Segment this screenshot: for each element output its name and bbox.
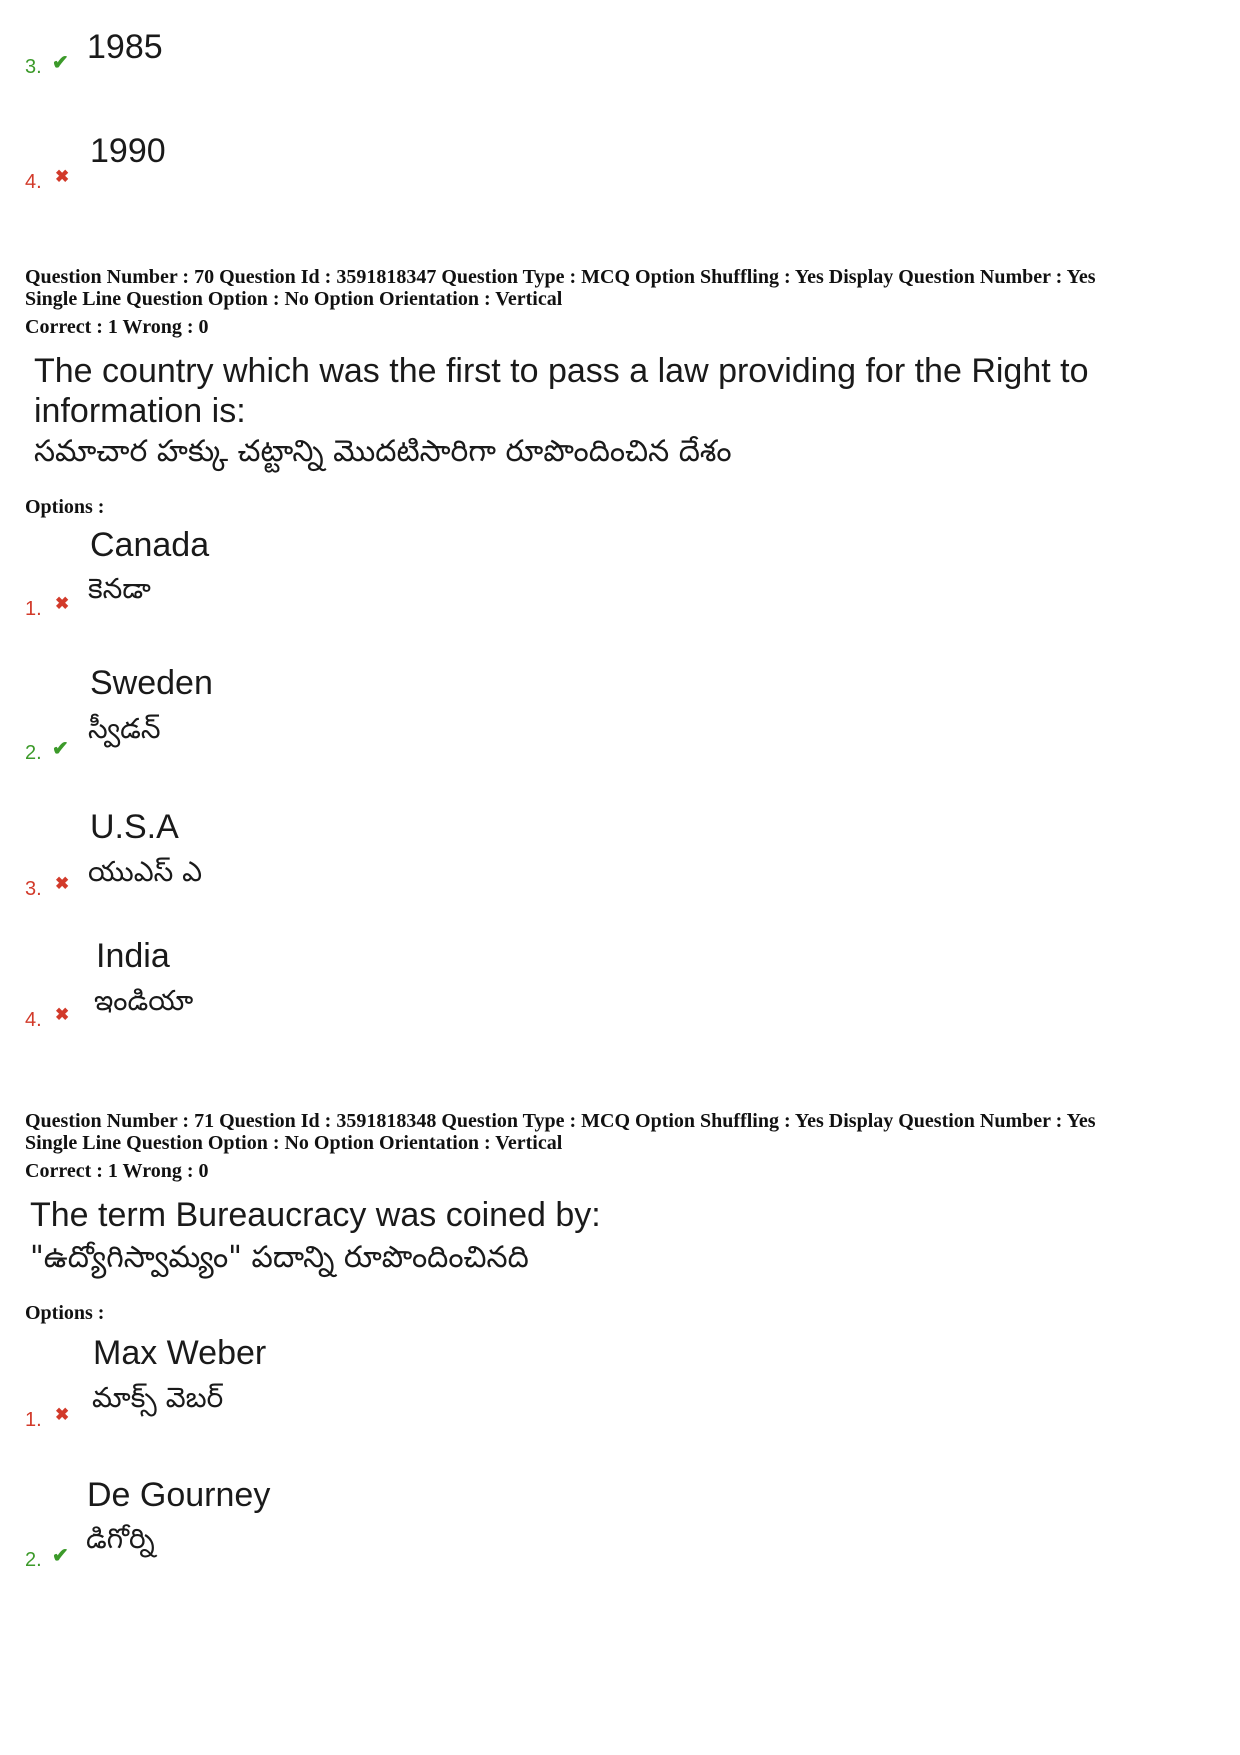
checkmark-icon: ✔ bbox=[52, 52, 69, 74]
question-text-te: సమాచార హక్కు చట్టాన్ని మొదటిసారిగా రూపొందించిన దేశం bbox=[34, 434, 732, 469]
score-line: Correct : 1 Wrong : 0 bbox=[25, 1160, 209, 1182]
option-number: 1. bbox=[25, 1409, 42, 1431]
option-text-en: Max Weber bbox=[93, 1334, 267, 1372]
question-meta-line1: Question Number : 71 Question Id : 3591818348 Question Type : MCQ Option Shuffling : Yes Display Question Number : Yes bbox=[25, 1110, 1096, 1132]
option-text-en: U.S.A bbox=[90, 808, 179, 846]
cross-icon: ✖ bbox=[55, 874, 70, 893]
cross-icon: ✖ bbox=[55, 594, 70, 613]
option-text-te: కెనడా bbox=[88, 572, 151, 605]
option-number: 1. bbox=[25, 598, 42, 620]
option-text-te: డిగోర్ని bbox=[86, 1522, 155, 1555]
question-meta-line2: Single Line Question Option : No Option Orientation : Vertical bbox=[25, 1132, 563, 1154]
cross-icon: ✖ bbox=[55, 1405, 70, 1424]
option-text-en: Sweden bbox=[90, 664, 213, 702]
checkmark-icon: ✔ bbox=[52, 738, 69, 760]
cross-icon: ✖ bbox=[55, 167, 70, 186]
option-text-te: స్వీడన్ bbox=[88, 712, 161, 745]
options-label: Options : bbox=[25, 1302, 105, 1324]
question-meta-line1: Question Number : 70 Question Id : 3591818347 Question Type : MCQ Option Shuffling : Yes Display Question Number : Yes bbox=[25, 266, 1096, 288]
option-number: 4. bbox=[25, 171, 42, 193]
option-text-te: మాక్స్ వెబర్ bbox=[92, 1381, 224, 1414]
options-label: Options : bbox=[25, 496, 105, 518]
question-text-en-line1: The country which was the first to pass a law providing for the Right to bbox=[34, 352, 1089, 390]
checkmark-icon: ✔ bbox=[52, 1545, 69, 1567]
question-text-en-line2: information is: bbox=[34, 392, 246, 430]
option-number: 3. bbox=[25, 878, 42, 900]
option-text-en: India bbox=[96, 937, 170, 975]
question-text-en: The term Bureaucracy was coined by: bbox=[30, 1196, 601, 1234]
option-text-te: ఇండియా bbox=[94, 984, 194, 1017]
option-number: 4. bbox=[25, 1009, 42, 1031]
question-meta-line2: Single Line Question Option : No Option Orientation : Vertical bbox=[25, 288, 563, 310]
option-number: 3. bbox=[25, 56, 42, 78]
question-text-te: "ఉద్యోగిస్వామ్యం" పదాన్ని రూపొందించినది bbox=[30, 1240, 529, 1275]
score-line: Correct : 1 Wrong : 0 bbox=[25, 316, 209, 338]
option-text-en: Canada bbox=[90, 526, 210, 564]
option-text-te: యుఎస్ ఎ bbox=[88, 855, 203, 888]
option-number: 2. bbox=[25, 742, 42, 764]
cross-icon: ✖ bbox=[55, 1005, 70, 1024]
option-text: 1990 bbox=[90, 132, 166, 170]
option-text-en: De Gourney bbox=[87, 1476, 271, 1514]
option-number: 2. bbox=[25, 1549, 42, 1571]
option-text: 1985 bbox=[87, 28, 163, 66]
